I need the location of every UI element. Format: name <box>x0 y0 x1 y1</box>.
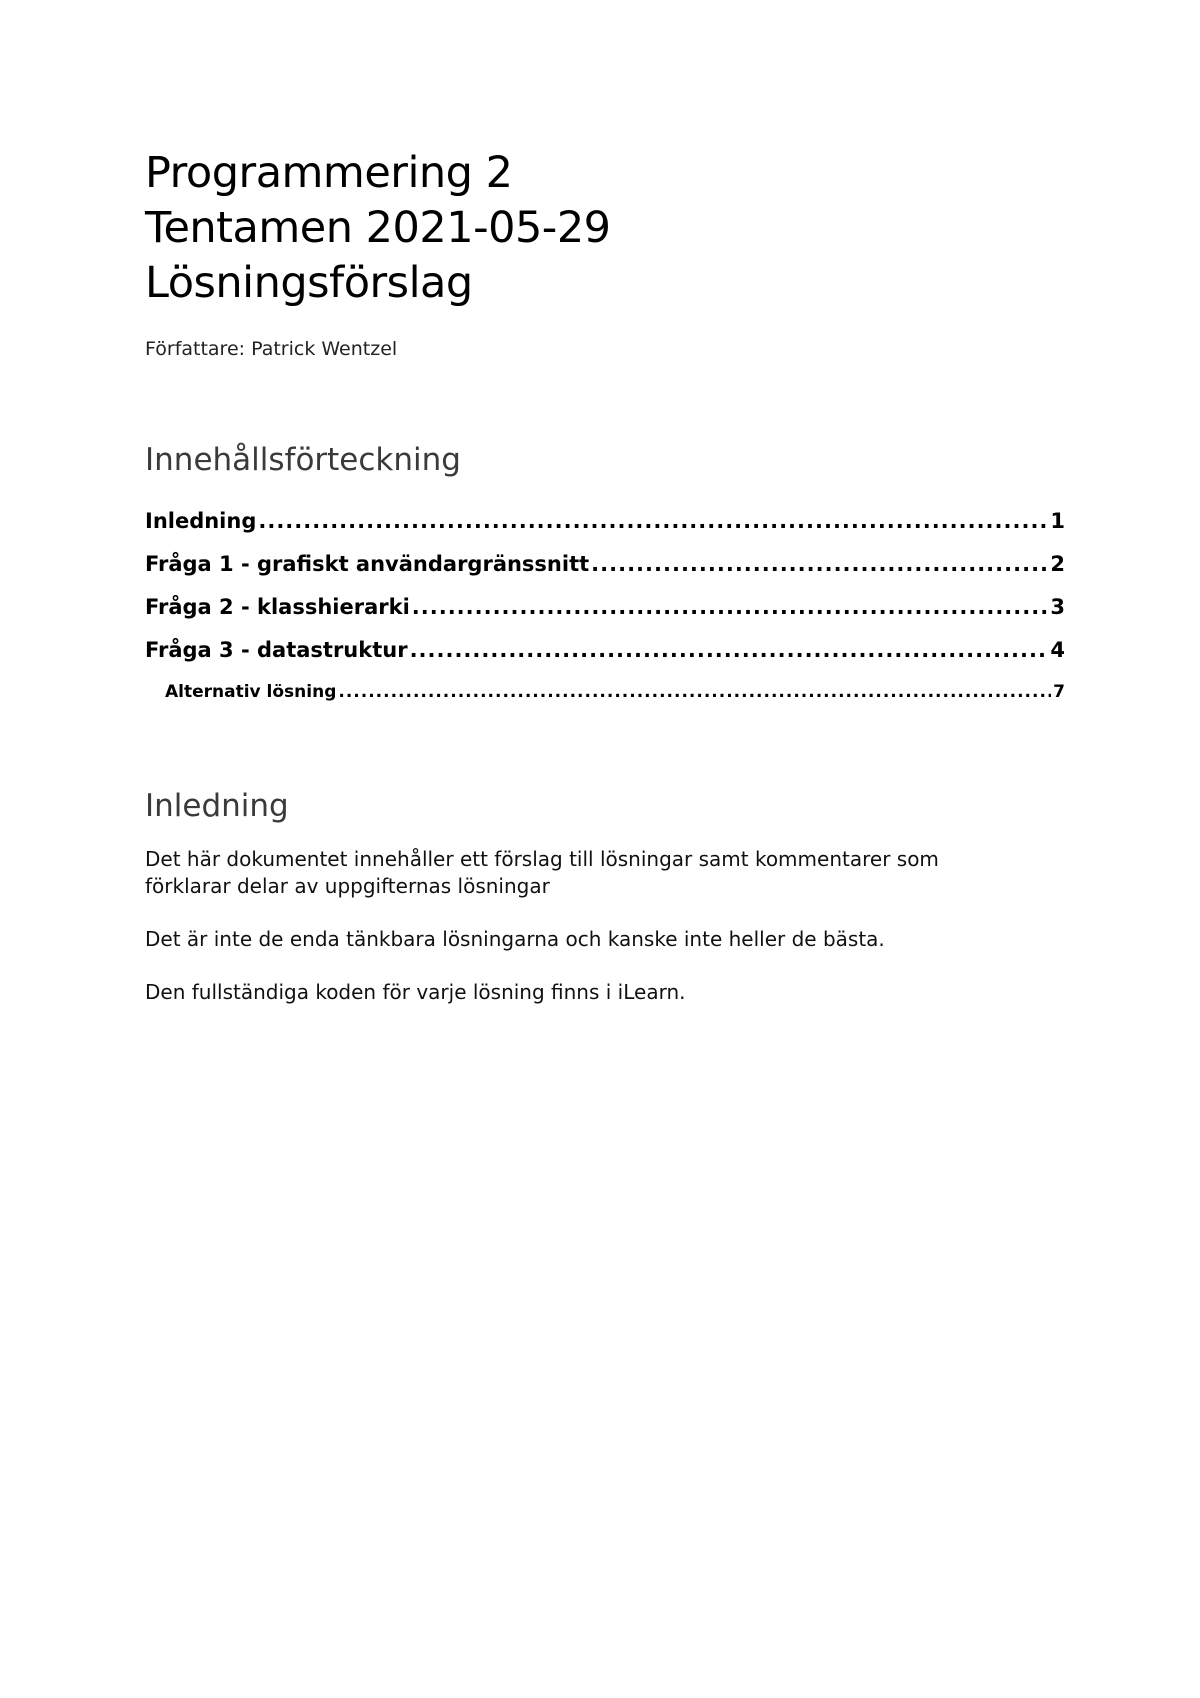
title-course: Programmering 2 <box>145 148 513 198</box>
table-of-contents <box>145 506 1065 714</box>
toc-entry-title: Alternativ lösning <box>165 682 337 702</box>
title-exam-date: Tentamen 2021-05-29 <box>145 203 611 253</box>
toc-leader-dots <box>412 592 1049 622</box>
toc-entry-title: Fråga 1 - grafiskt användargränssnitt <box>145 552 590 576</box>
toc-entry-alternativ-losning[interactable] <box>145 678 1065 714</box>
toc-leader-dots <box>258 506 1048 536</box>
toc-entry-inledning[interactable] <box>145 506 1065 549</box>
section-heading-inledning: Inledning <box>145 788 289 824</box>
document-title <box>145 146 1045 311</box>
toc-entry-title: Inledning <box>145 509 257 533</box>
toc-entry-fraga-3[interactable] <box>145 635 1065 678</box>
intro-section-body <box>145 846 1025 1032</box>
intro-paragraph: Det här dokumentet innehåller ett förslag till lösningar samt kommentarer som förklarar delar av uppgifternas lösningar <box>145 847 939 898</box>
toc-entry-page: 3 <box>1050 595 1065 619</box>
toc-entry-fraga-1[interactable] <box>145 549 1065 592</box>
toc-leader-dots <box>338 678 1051 706</box>
toc-entry-page: 2 <box>1050 552 1065 576</box>
toc-entry-title: Fråga 3 - datastruktur <box>145 638 408 662</box>
toc-leader-dots <box>591 549 1048 579</box>
toc-entry-page: 7 <box>1053 682 1065 702</box>
intro-paragraph: Den fullständiga koden för varje lösning finns i iLearn. <box>145 980 686 1004</box>
toc-heading: Innehållsförteckning <box>145 442 461 478</box>
toc-entry-page: 4 <box>1050 638 1065 662</box>
intro-paragraph: Det är inte de enda tänkbara lösningarna och kanske inte heller de bästa. <box>145 927 885 951</box>
author-line: Författare: Patrick Wentzel <box>145 338 398 360</box>
toc-entry-page: 1 <box>1050 509 1065 533</box>
toc-leader-dots <box>410 635 1049 665</box>
toc-entry-title: Fråga 2 - klasshierarki <box>145 595 410 619</box>
title-solutions: Lösningsförslag <box>145 258 473 308</box>
toc-entry-fraga-2[interactable] <box>145 592 1065 635</box>
